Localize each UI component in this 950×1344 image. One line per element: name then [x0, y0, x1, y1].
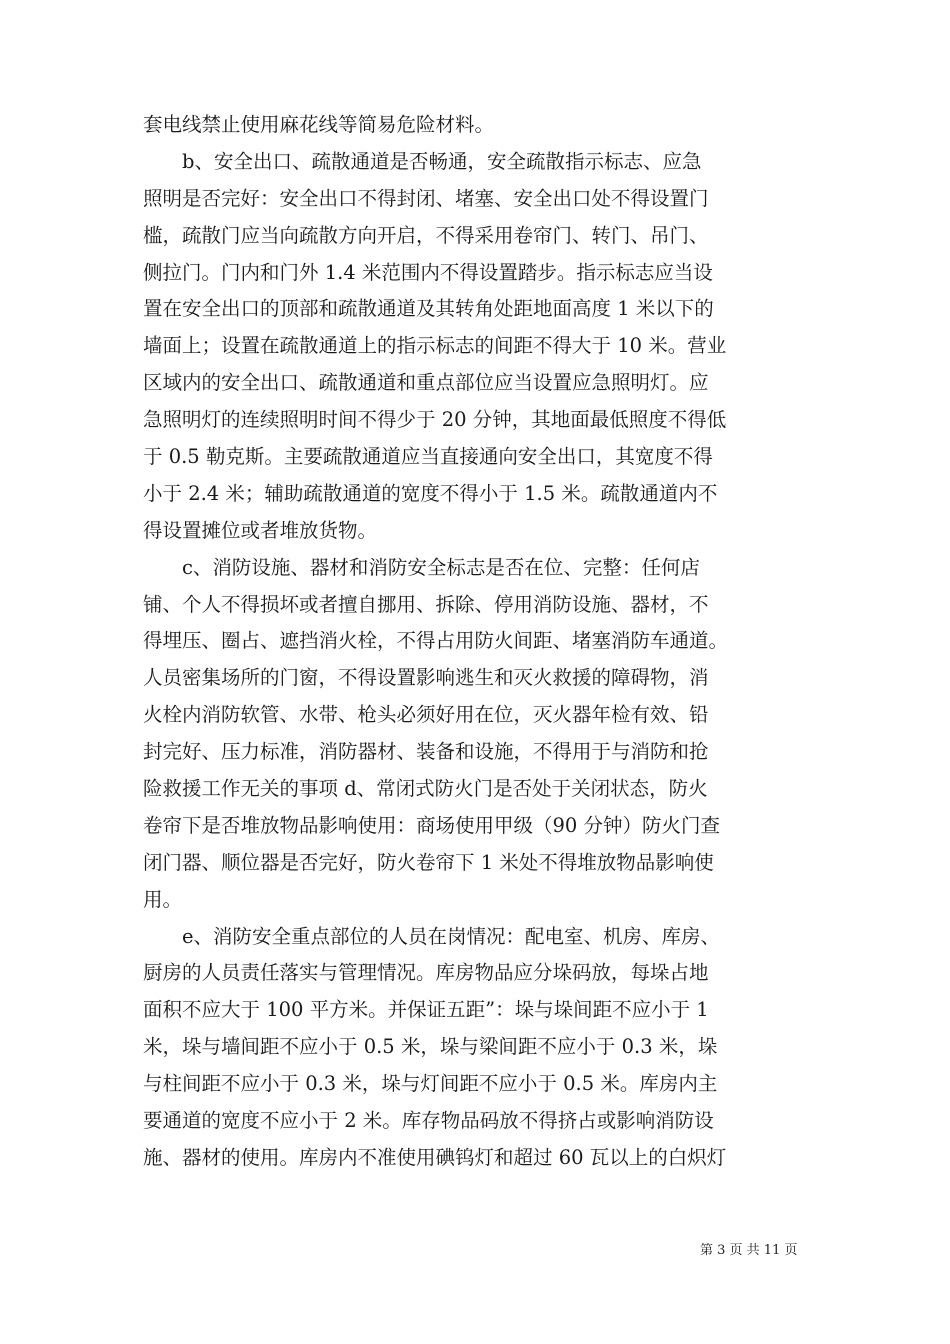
document-body — [143, 107, 808, 1177]
text-line: 得埋压、圈占、遮挡消火栓，不得占用防火间距、堵塞消防车通道。 — [143, 629, 729, 653]
text-line: 槛，疏散门应当向疏散方向开启，不得采用卷帘门、转门、吊门、 — [143, 223, 709, 247]
text-line: 卷帘下是否堆放物品影响使用：商场使用甲级（90 分钟）防火门查 — [143, 813, 721, 837]
text-line: 铺、个人不得损坏或者擅自挪用、拆除、停用消防设施、器材，不 — [143, 592, 709, 616]
text-line: 急照明灯的连续照明时间不得少于 20 分钟，其地面最低照度不得低 — [143, 408, 727, 432]
text-line: 用。 — [143, 887, 183, 911]
text-line: 要通道的宽度不应小于 2 米。库存物品码放不得挤占或影响消防设 — [143, 1109, 714, 1133]
text-line: e、消防安全重点部位的人员在岗情况：配电室、机房、库房、 — [143, 924, 721, 948]
text-line: 闭门器、顺位器是否完好，防火卷帘下 1 米处不得堆放物品影响使 — [143, 850, 714, 874]
text-line: 小于 2.4 米；辅助疏散通道的宽度不得小于 1.5 米。疏散通道内不 — [143, 481, 718, 505]
text-line: 照明是否完好：安全出口不得封闭、堵塞、安全出口处不得设置门 — [143, 186, 709, 210]
text-line: 与柱间距不应小于 0.3 米，垛与灯间距不应小于 0.5 米。库房内主 — [143, 1072, 718, 1096]
text-line: 墙面上；设置在疏散通道上的指示标志的间距不得大于 10 米。营业 — [143, 334, 727, 358]
text-line: 险救援工作无关的事项 d、常闭式防火门是否处于关闭状态，防火 — [143, 777, 708, 801]
page-number-footer: 第 3 页 共 11 页 — [700, 1243, 798, 1258]
text-line: 置在安全出口的顶部和疏散通道及其转角处距地面高度 1 米以下的 — [143, 297, 714, 321]
text-line: 于 0.5 勒克斯。主要疏散通道应当直接通向安全出口，其宽度不得 — [143, 445, 713, 469]
text-line: 封完好、压力标准，消防器材、装备和设施，不得用于与消防和抢 — [143, 740, 709, 764]
text-line: c、消防设施、器材和消防安全标志是否在位、完整：任何店 — [143, 555, 700, 579]
text-line: 米，垛与墙间距不应小于 0.5 米，垛与梁间距不应小于 0.3 米，垛 — [143, 1035, 718, 1059]
text-line: 得设置摊位或者堆放货物。 — [143, 518, 378, 542]
text-line: 厨房的人员责任落实与管理情况。库房物品应分垛码放，每垛占地 — [143, 961, 709, 985]
text-line: b、安全出口、疏散通道是否畅通，安全疏散指示标志、应急 — [143, 149, 702, 173]
text-line: 人员密集场所的门窗，不得设置影响逃生和灭火救援的障碍物，消 — [143, 666, 709, 690]
text-line: 施、器材的使用。库房内不准使用碘钨灯和超过 60 瓦以上的白炽灯 — [143, 1145, 727, 1169]
text-line: 套电线禁止使用麻花线等简易危险材料。 — [143, 113, 495, 136]
text-line: 侧拉门。门内和门外 1.4 米范围内不得设置踏步。指示标志应当设 — [143, 260, 713, 284]
text-line: 区域内的安全出口、疏散通道和重点部位应当设置应急照明灯。应 — [143, 371, 709, 395]
text-line: 面积不应大于 100 平方米。并保证五距”：垛与垛间距不应小于 1 — [143, 998, 709, 1022]
text-line: 火栓内消防软管、水带、枪头必须好用在位，灭火器年检有效、铅 — [143, 703, 709, 727]
